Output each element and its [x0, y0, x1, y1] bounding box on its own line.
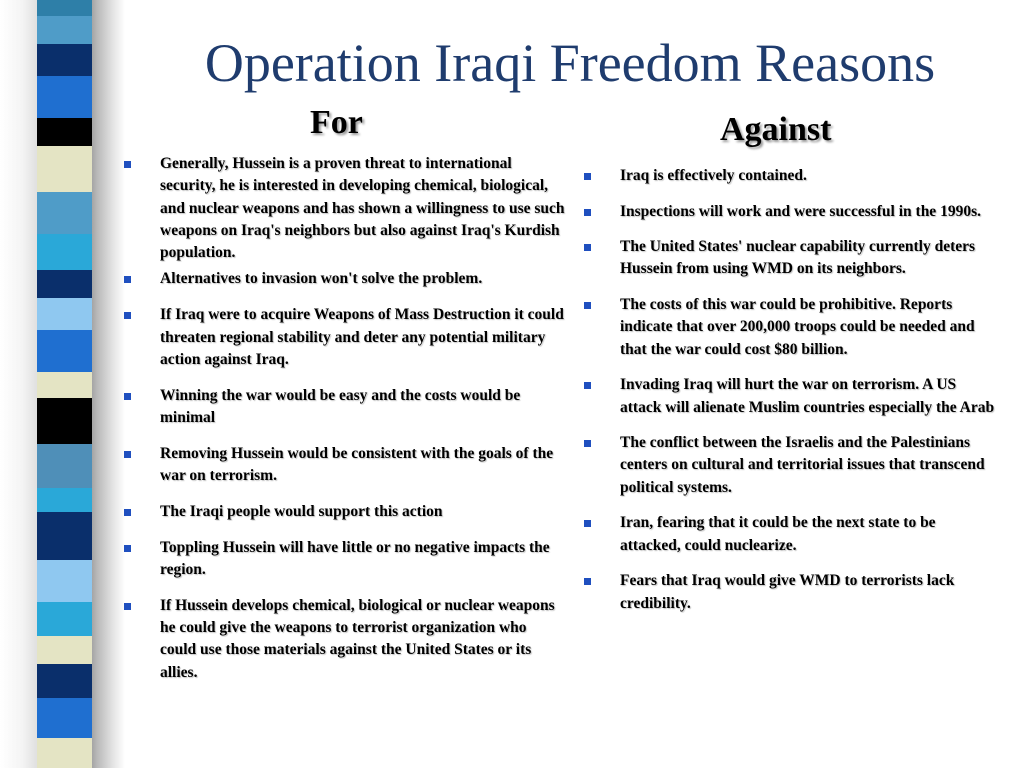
- list-item-text: The Iraqi people would support this action: [160, 502, 443, 520]
- square-bullet-icon: [584, 209, 591, 216]
- square-bullet-icon: [584, 520, 591, 527]
- stripe-block: [37, 372, 92, 398]
- stripe-block: [37, 636, 92, 664]
- stripe-block: [37, 76, 92, 118]
- square-bullet-icon: [584, 302, 591, 309]
- list-item-text: Iraq is effectively contained.: [620, 167, 807, 184]
- stripe-block: [37, 488, 92, 512]
- square-bullet-icon: [124, 451, 131, 458]
- list-item-text: If Iraq were to acquire Weapons of Mass Destruction it could threaten regional stability and deter any potential military action against Iraq.: [160, 306, 564, 368]
- square-bullet-icon: [124, 603, 131, 610]
- list-item: [120, 537, 565, 582]
- square-bullet-icon: [124, 161, 131, 168]
- list-item-text: Iran, fearing that it could be the next state to be attacked, could nuclearize.: [620, 514, 936, 554]
- list-item: [580, 165, 1000, 187]
- stripe-block: [37, 602, 92, 636]
- stripe-block: [37, 512, 92, 560]
- list-item: [580, 570, 1000, 615]
- list-item-text: Removing Hussein would be consistent with the goals of the war on terrorism.: [160, 444, 554, 485]
- list-item-text: Fears that Iraq would give WMD to terrorists lack credibility.: [620, 572, 955, 612]
- list-item-text: Inspections will work and were successful in the 1990s.: [620, 202, 981, 220]
- decorative-stripe-column: [37, 0, 92, 768]
- list-item: [120, 443, 565, 488]
- list-item: [580, 432, 1000, 499]
- list-item-text: Toppling Hussein will have little or no negative impacts the region.: [160, 538, 550, 578]
- stripe-block: [37, 0, 92, 16]
- list-item: [120, 268, 565, 290]
- stripe-block: [37, 738, 92, 768]
- square-bullet-icon: [584, 173, 591, 180]
- left-edge-shadow: [0, 0, 37, 768]
- list-item: [580, 236, 1000, 281]
- square-bullet-icon: [584, 244, 591, 251]
- stripe-block: [37, 192, 92, 234]
- stripe-block: [37, 560, 92, 602]
- stripe-block: [37, 118, 92, 146]
- list-item: [120, 304, 565, 371]
- for-column-heading: For: [310, 104, 363, 141]
- list-item: [580, 374, 1000, 419]
- list-item: [120, 385, 565, 430]
- list-item: [580, 512, 1000, 557]
- list-item-text: Alternatives to invasion won't solve the problem.: [160, 270, 483, 288]
- square-bullet-icon: [124, 545, 131, 552]
- stripe-block: [37, 398, 92, 444]
- stripe-block: [37, 698, 92, 738]
- list-item-text: If Hussein develops chemical, biological or nuclear weapons he could give the weapons to terrorist organization who could use those materials against the United States or its allies.: [160, 596, 555, 681]
- square-bullet-icon: [584, 440, 591, 447]
- stripe-block: [37, 44, 92, 76]
- stripe-block: [37, 664, 92, 698]
- square-bullet-icon: [584, 382, 591, 389]
- square-bullet-icon: [584, 578, 591, 585]
- list-item-text: Invading Iraq will hurt the war on terrorism. A US attack will alienate Muslim countries especially the Arab: [620, 376, 995, 416]
- square-bullet-icon: [124, 393, 131, 400]
- list-item-text: Generally, Hussein is a proven threat to international security, he is interested in developing chemical, biological, and nuclear weapons and has shown a willingness to use such weapons on Iraq's neighbors but also against Iraq's Kurdish population.: [160, 155, 565, 262]
- list-item-text: The United States' nuclear capability currently deters Hussein from using WMD on its neighbors.: [620, 238, 976, 278]
- slide-title: Operation Iraqi Freedom Reasons: [204, 33, 936, 93]
- list-item: [120, 595, 565, 684]
- stripe-block: [37, 16, 92, 44]
- list-item: [580, 294, 1000, 361]
- stripe-block: [37, 146, 92, 192]
- list-item: [120, 501, 565, 523]
- list-item: [120, 153, 565, 264]
- against-bullet-list: [580, 165, 1000, 628]
- square-bullet-icon: [124, 312, 131, 319]
- stripe-block: [37, 298, 92, 330]
- square-bullet-icon: [124, 509, 131, 516]
- against-column-heading: Against: [720, 111, 832, 148]
- stripe-block: [37, 330, 92, 372]
- for-bullet-list: [120, 153, 565, 697]
- stripe-block: [37, 270, 92, 298]
- list-item-text: Winning the war would be easy and the costs would be minimal: [160, 386, 521, 426]
- stripe-block: [37, 444, 92, 488]
- square-bullet-icon: [124, 276, 131, 283]
- list-item-text: The conflict between the Israelis and the Palestinians centers on cultural and territorial issues that transcend political systems.: [620, 434, 985, 496]
- list-item: [580, 201, 1000, 223]
- stripe-block: [37, 234, 92, 270]
- list-item-text: The costs of this war could be prohibitive. Reports indicate that over 200,000 troops could be needed and that the war could cost $80 billion.: [620, 296, 975, 358]
